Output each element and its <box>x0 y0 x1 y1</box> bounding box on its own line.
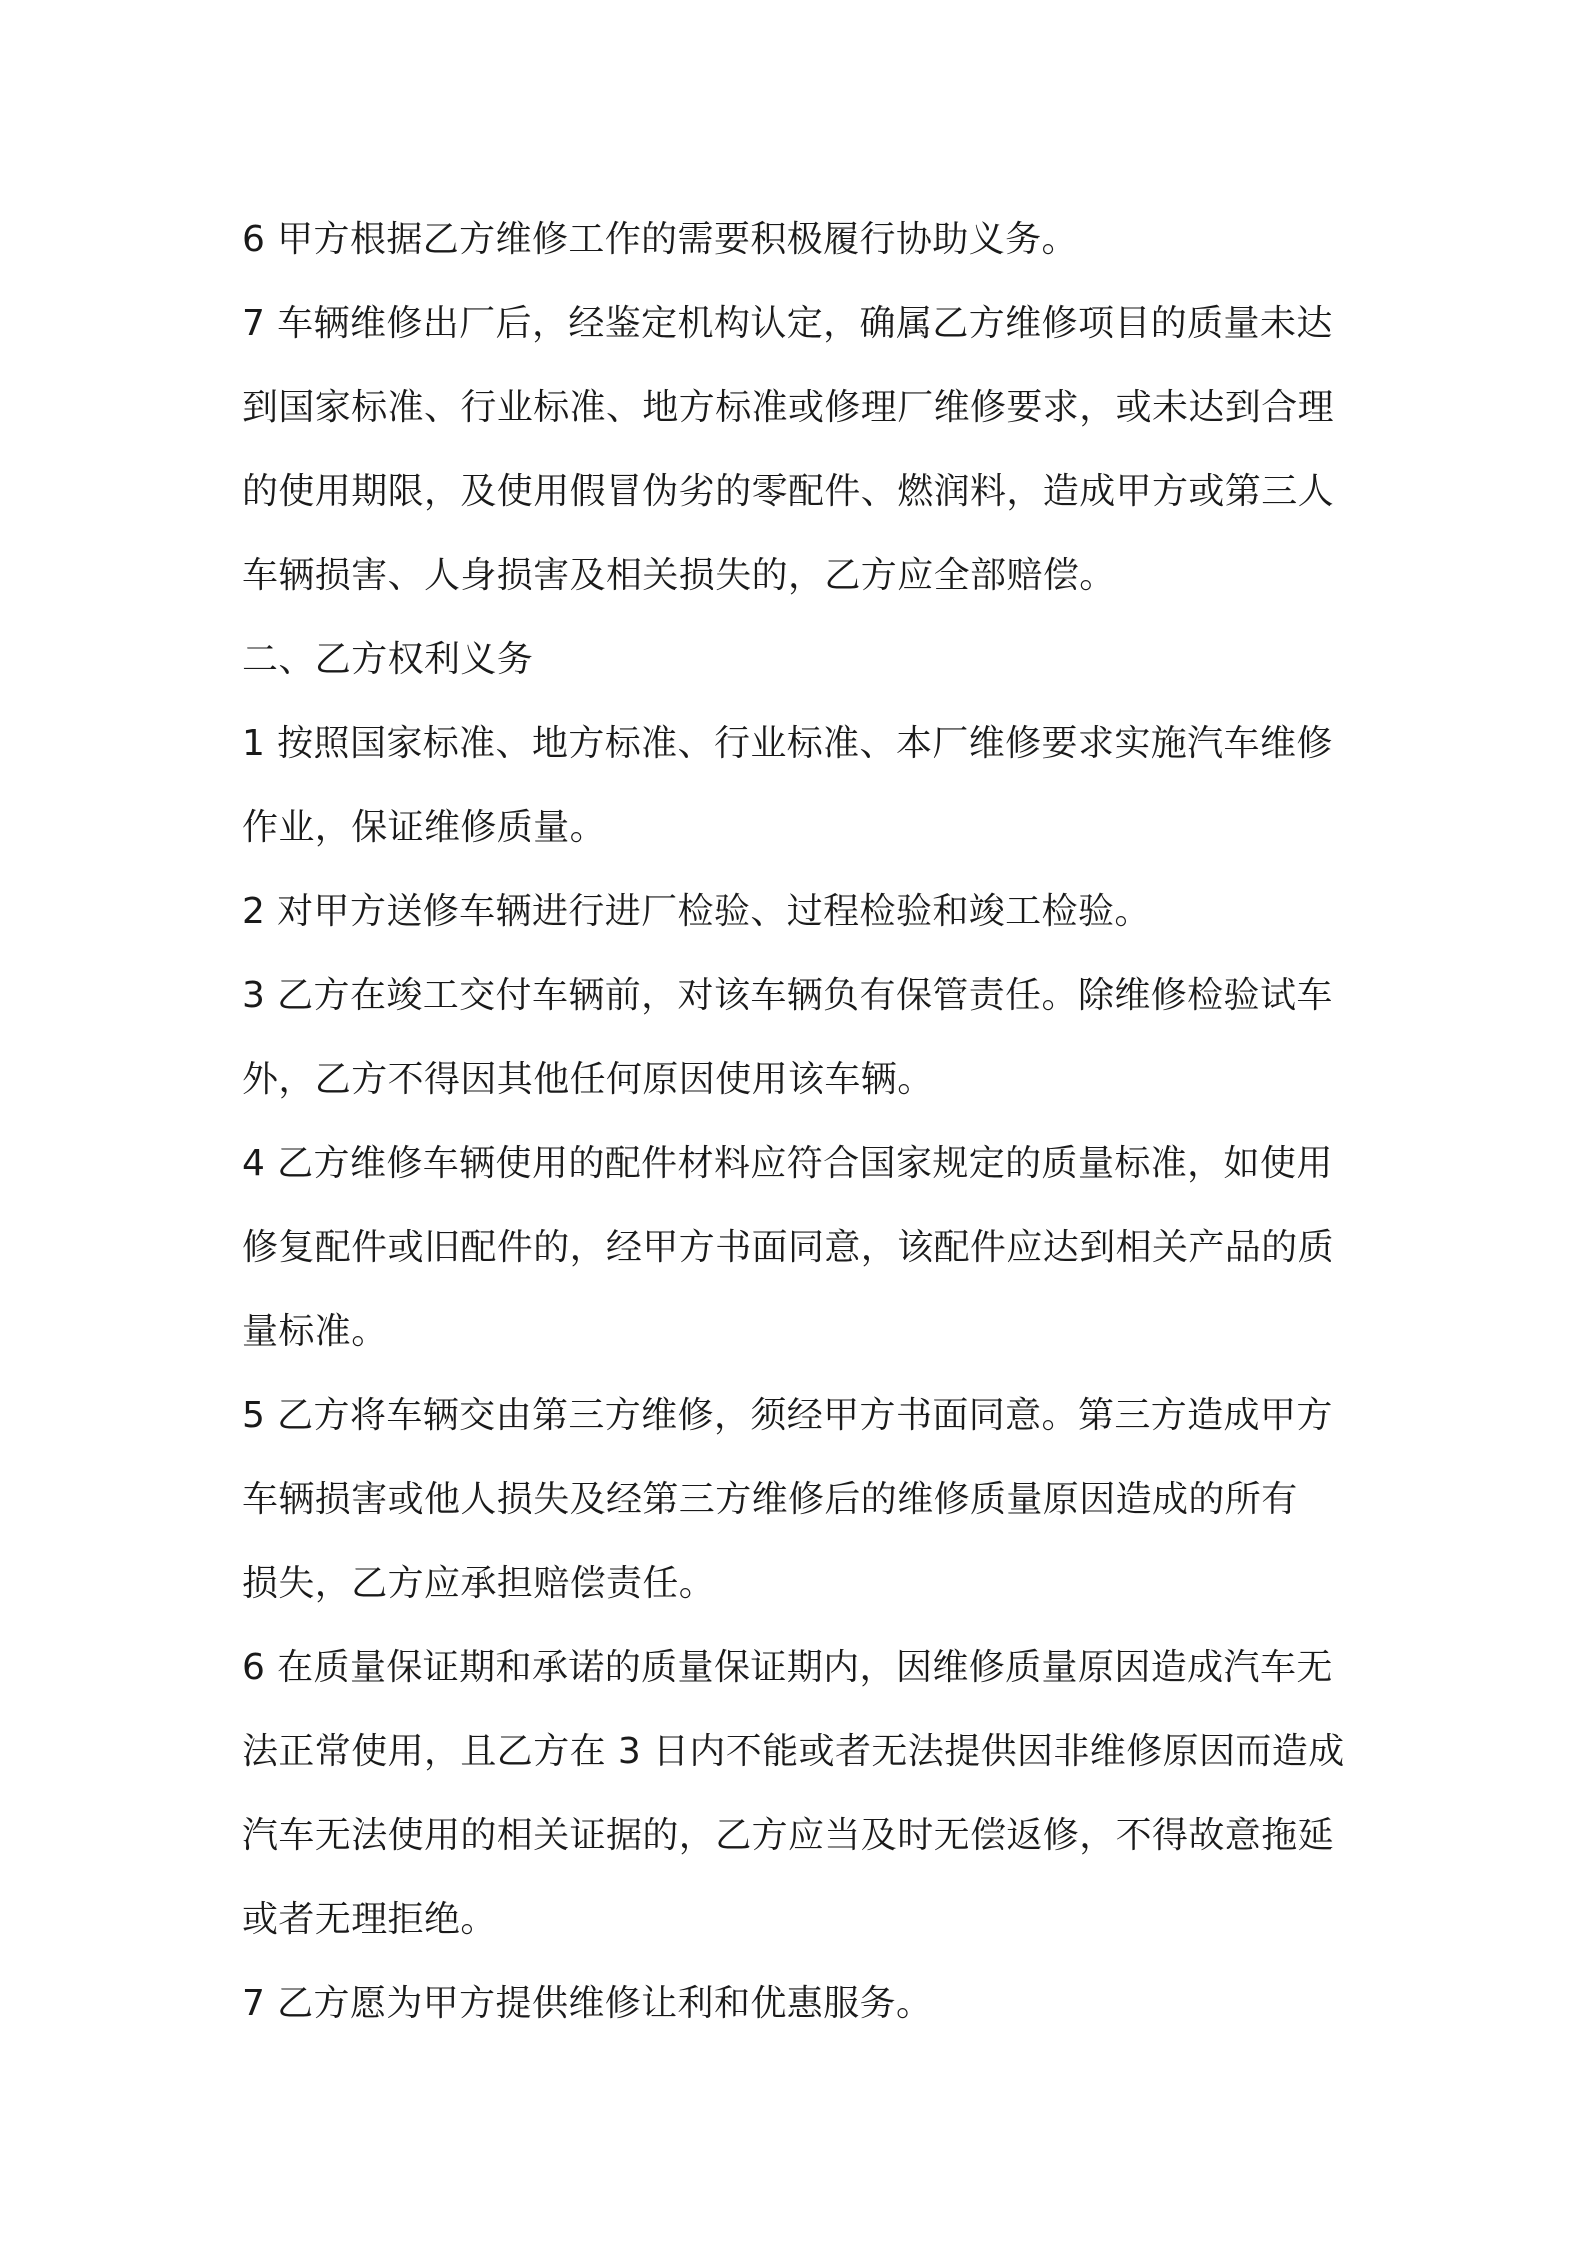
text-line: 6 在质量保证期和承诺的质量保证期内，因维修质量原因造成汽车无 <box>242 1647 1333 1688</box>
text-line: 到国家标准、行业标准、地方标准或修理厂维修要求，或未达到合理 <box>242 387 1335 428</box>
paragraph <box>242 1122 1362 1374</box>
paragraph <box>242 954 1362 1122</box>
text-line: 3 乙方在竣工交付车辆前，对该车辆负有保管责任。除维修检验试车 <box>242 975 1333 1016</box>
text-line: 1 按照国家标准、地方标准、行业标准、本厂维修要求实施汽车维修 <box>242 723 1333 764</box>
paragraph <box>242 198 1362 282</box>
text-line: 5 乙方将车辆交由第三方维修，须经甲方书面同意。第三方造成甲方 <box>242 1395 1333 1436</box>
text-line: 外，乙方不得因其他任何原因使用该车辆。 <box>242 1059 934 1100</box>
text-line: 车辆损害或他人损失及经第三方维修后的维修质量原因造成的所有 <box>242 1479 1298 1520</box>
text-line: 7 乙方愿为甲方提供维修让利和优惠服务。 <box>242 1983 933 2024</box>
section-heading <box>242 618 1362 702</box>
paragraph <box>242 282 1362 618</box>
text-line: 4 乙方维修车辆使用的配件材料应符合国家规定的质量标准，如使用 <box>242 1143 1333 1184</box>
paragraph <box>242 870 1362 954</box>
paragraph <box>242 1374 1362 1626</box>
text-line: 法正常使用，且乙方在 3 日内不能或者无法提供因非维修原因而造成 <box>242 1731 1345 1772</box>
paragraph <box>242 1626 1362 1962</box>
text-line: 车辆损害、人身损害及相关损失的，乙方应全部赔偿。 <box>242 555 1116 596</box>
text-line: 汽车无法使用的相关证据的，乙方应当及时无偿返修，不得故意拖延 <box>242 1815 1335 1856</box>
text-line: 6 甲方根据乙方维修工作的需要积极履行协助义务。 <box>242 219 1078 260</box>
text-line: 修复配件或旧配件的，经甲方书面同意，该配件应达到相关产品的质 <box>242 1227 1335 1268</box>
paragraph <box>242 702 1362 870</box>
text-line: 损失，乙方应承担赔偿责任。 <box>242 1563 716 1604</box>
text-line: 作业，保证维修质量。 <box>242 807 607 848</box>
text-line: 的使用期限，及使用假冒伪劣的零配件、燃润料，造成甲方或第三人 <box>242 471 1335 512</box>
heading-text: 二、乙方权利义务 <box>242 639 534 680</box>
paragraph <box>242 1962 1362 2046</box>
text-line: 或者无理拒绝。 <box>242 1899 497 1940</box>
document-body <box>242 198 1362 2046</box>
text-line: 量标准。 <box>242 1311 388 1352</box>
text-line: 2 对甲方送修车辆进行进厂检验、过程检验和竣工检验。 <box>242 891 1151 932</box>
text-line: 7 车辆维修出厂后，经鉴定机构认定，确属乙方维修项目的质量未达 <box>242 303 1333 344</box>
